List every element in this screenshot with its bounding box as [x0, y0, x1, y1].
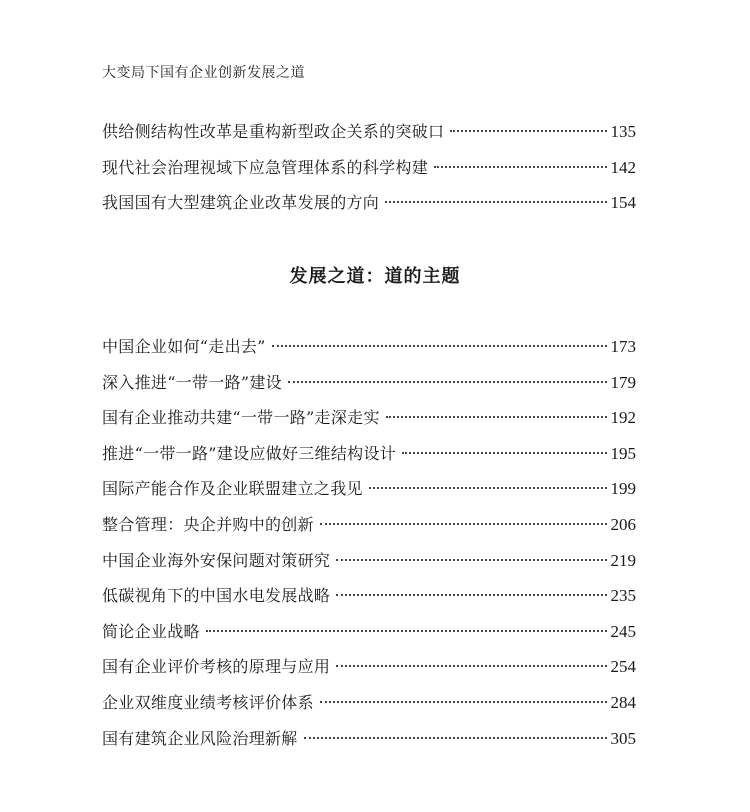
running-header: 大变局下国有企业创新发展之道	[102, 65, 305, 81]
dot-leader	[369, 487, 607, 489]
toc-entry-title: 现代社会治理视域下应急管理体系的科学构建	[102, 157, 429, 177]
dot-leader	[336, 559, 606, 561]
toc-entry-title: 中国企业如何“走出去”	[102, 337, 266, 356]
toc-entry-title: 供给侧结构性改革是重构新型政企关系的突破口	[102, 122, 445, 141]
toc-entry-page: 254	[610, 657, 636, 677]
dot-leader	[336, 665, 606, 667]
toc-entry-page: 179	[610, 372, 636, 392]
dot-leader	[434, 166, 606, 168]
toc-entry	[102, 436, 636, 472]
toc-entry	[102, 329, 636, 365]
toc-entry-page: 284	[610, 692, 636, 712]
toc-entry	[102, 365, 636, 401]
toc-list-top	[102, 114, 636, 221]
toc-entry-page: 245	[610, 621, 636, 641]
toc-entry	[102, 507, 636, 543]
toc-entry	[102, 400, 636, 436]
toc-entry-title: 国有建筑企业风险治理新解	[102, 728, 298, 748]
section-heading: 发展之道：道的主题	[289, 266, 461, 287]
toc-entry-title: 低碳视角下的中国水电发展战略	[102, 586, 331, 606]
toc-entry-page: 305	[610, 728, 636, 748]
toc-entry-title: 简论企业战略	[102, 621, 200, 641]
dot-leader	[336, 594, 606, 596]
toc-entry-title: 推进“一带一路”建设应做好三维结构设计	[102, 443, 397, 463]
toc-entry-title: 我国国有大型建筑企业改革发展的方向	[102, 193, 380, 213]
toc-entry	[102, 614, 636, 650]
toc-entry-title: 国有企业评价考核的原理与应用	[102, 657, 331, 677]
toc-entry-page: 219	[610, 550, 636, 570]
toc-entry	[102, 114, 636, 150]
dot-leader	[385, 201, 606, 203]
toc-entry-title: 中国企业海外安保问题对策研究	[102, 550, 331, 570]
toc-entry-page: 192	[610, 408, 636, 428]
toc-entry-title: 企业双维度业绩考核评价体系	[102, 692, 314, 712]
dot-leader	[320, 701, 607, 703]
toc-entry-page: 199	[610, 479, 636, 499]
toc-list-section	[102, 329, 636, 756]
toc-entry-title: 国有企业推动共建“一带一路”走深走实	[102, 408, 380, 428]
toc-entry	[102, 471, 636, 507]
toc-entry	[102, 649, 636, 685]
toc-entry-page: 154	[610, 193, 636, 213]
toc-entry	[102, 150, 636, 186]
toc-entry	[102, 543, 636, 579]
toc-entry-title: 国际产能合作及企业联盟建立之我见	[102, 479, 363, 499]
dot-leader	[320, 523, 607, 525]
dot-leader	[386, 416, 607, 418]
toc-entry	[102, 721, 636, 757]
toc-entry-page: 235	[610, 586, 636, 606]
dot-leader	[402, 452, 606, 454]
toc-entry-page: 142	[610, 157, 636, 177]
toc-entry-page: 195	[610, 443, 636, 463]
dot-leader	[206, 630, 607, 632]
dot-leader	[288, 381, 607, 383]
dot-leader	[304, 737, 607, 739]
toc-entry-title: 整合管理：央企并购中的创新	[102, 514, 314, 534]
toc-entry-title: 深入推进“一带一路”建设	[102, 372, 282, 392]
toc-entry	[102, 185, 636, 221]
toc-entry	[102, 685, 636, 721]
dot-leader	[450, 130, 606, 132]
toc-entry-page: 206	[610, 514, 636, 534]
dot-leader	[272, 345, 607, 347]
toc-entry-page: 135	[610, 122, 636, 141]
toc-entry-page: 173	[610, 337, 636, 356]
toc-entry	[102, 578, 636, 614]
